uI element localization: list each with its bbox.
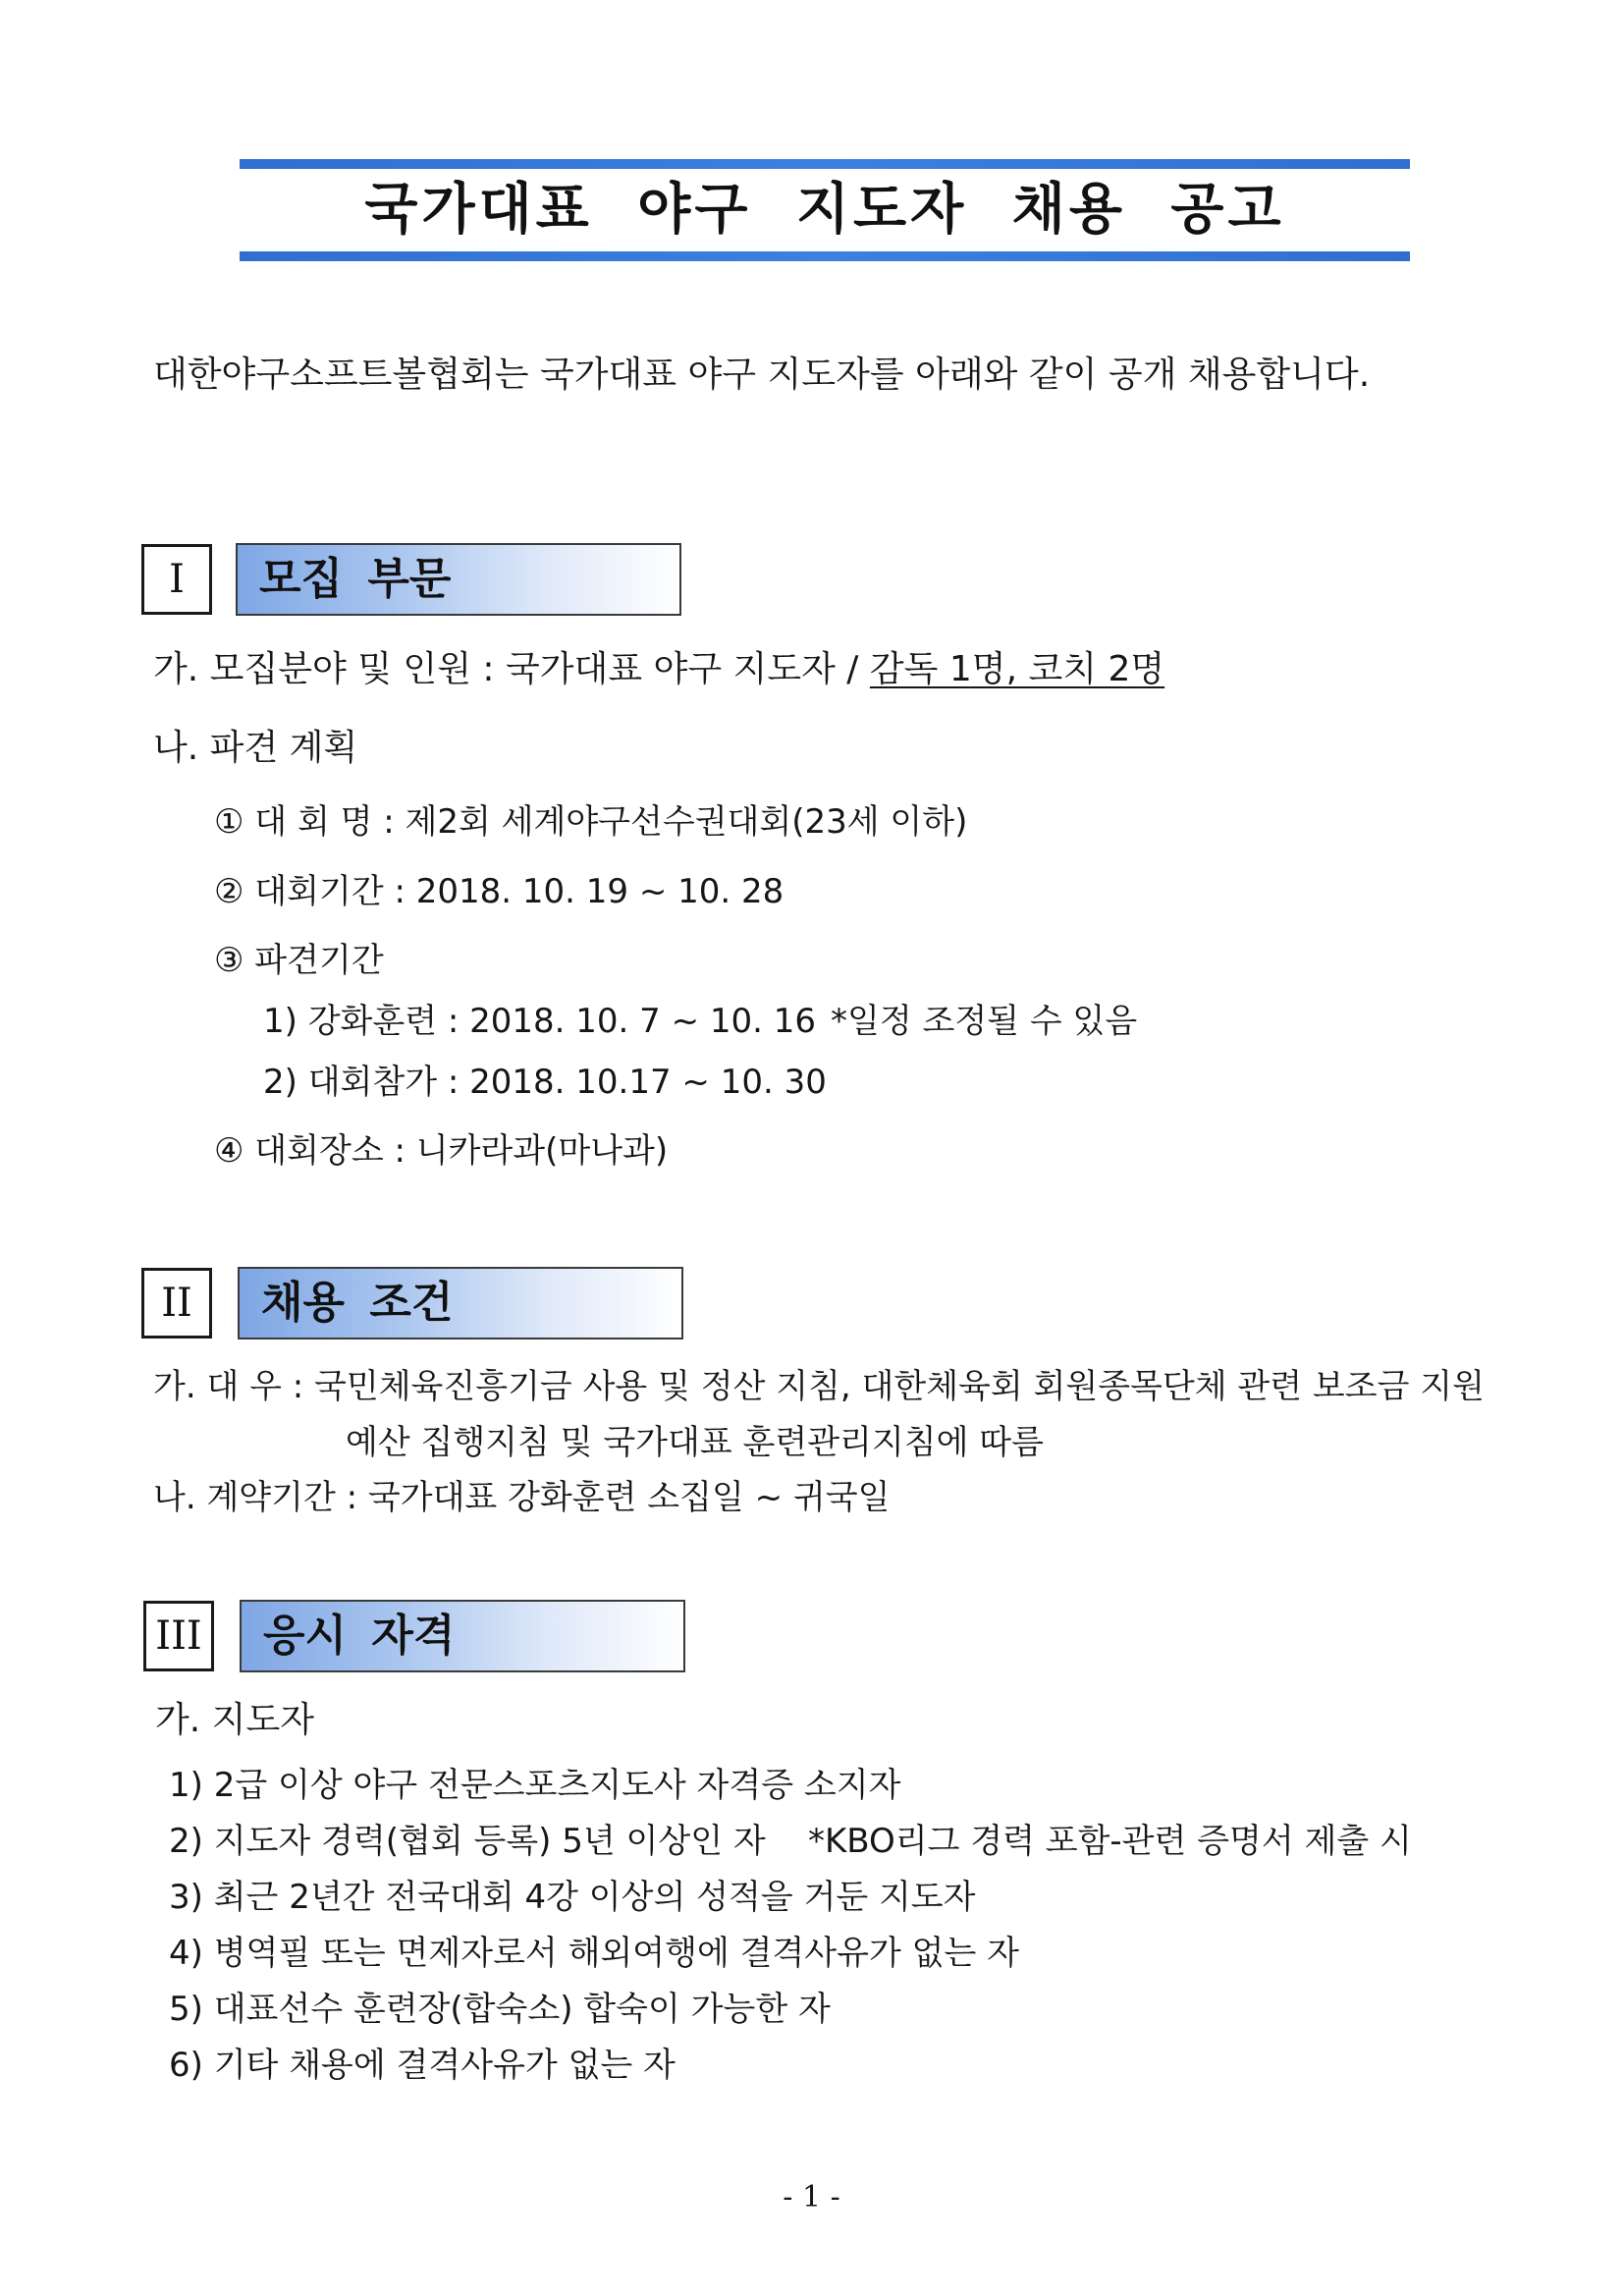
qualification-item: 3) 최근 2년간 전국대회 4강 이상의 성적을 거둔 지도자	[169, 1878, 976, 1917]
compensation-line-2: 예산 집행지침 및 국가대표 훈련관리지침에 따름	[346, 1423, 1044, 1462]
section-3-numeral: III	[143, 1601, 214, 1671]
qualification-item: 5) 대표선수 훈련장(합숙소) 합숙이 가능한 자	[169, 1990, 831, 2029]
contract-period-line: 나. 계약기간 : 국가대표 강화훈련 소집일 ~ 귀국일	[153, 1478, 891, 1517]
event-venue-line: ④ 대회장소 : 니카라과(마나과)	[214, 1131, 669, 1171]
title-bar-top	[240, 159, 1410, 169]
schedule-note: *일정 조정될 수 있음	[831, 1002, 1138, 1041]
section-1-heading: 모집 부문	[236, 543, 681, 616]
qualification-item: 2) 지도자 경력(협회 등록) 5년 이상인 자 *KBO리그 경력 포함-관련 증명서 제출 시	[169, 1822, 1412, 1861]
section-1-item-ga	[153, 648, 1164, 691]
compensation-line-1: 가. 대 우 : 국민체육진흥기금 사용 및 정산 지침, 대한체육회 회원종목단체 관련 보조금 지원	[153, 1367, 1485, 1406]
section-1-numeral: I	[141, 544, 212, 615]
qualification-item: 4) 병역필 또는 면제자로서 해외여행에 결격사유가 없는 자	[169, 1934, 1019, 1973]
event-name-line: ① 대 회 명 : 제2회 세계야구선수권대회(23세 이하)	[214, 802, 968, 842]
section-1-item-na: 나. 파견 계획	[153, 728, 358, 768]
page-number: - 1 -	[783, 2180, 840, 2214]
qualification-item: 6) 기타 채용에 결격사유가 없는 자	[169, 2046, 676, 2085]
section-2-heading: 채용 조건	[238, 1267, 683, 1339]
title-bar-bottom	[240, 251, 1410, 261]
section-3-heading: 응시 자격	[240, 1600, 685, 1672]
qualification-item: 1) 2급 이상 야구 전문스포츠지도사 자격증 소지자	[169, 1766, 901, 1805]
section-3-item-ga: 가. 지도자	[155, 1700, 314, 1740]
event-participation-line: 2) 대회참가 : 2018. 10.17 ~ 10. 30	[263, 1063, 827, 1102]
page-title: 국가대표 야구 지도자 채용 공고	[364, 178, 1285, 242]
recruit-field-text: 가. 모집분야 및 인원 : 국가대표 야구 지도자 /	[153, 649, 870, 689]
intro-text: 대한야구소프트볼협회는 국가대표 야구 지도자를 아래와 같이 공개 채용합니다.	[153, 355, 1371, 395]
section-2-numeral: II	[141, 1268, 212, 1339]
event-period-line: ② 대회기간 : 2018. 10. 19 ~ 10. 28	[214, 872, 784, 911]
training-period-line: 1) 강화훈련 : 2018. 10. 7 ~ 10. 16	[263, 1002, 817, 1041]
recruit-count-text: 감독 1명, 코치 2명	[869, 649, 1165, 689]
dispatch-period-line: ③ 파견기간	[214, 941, 384, 980]
